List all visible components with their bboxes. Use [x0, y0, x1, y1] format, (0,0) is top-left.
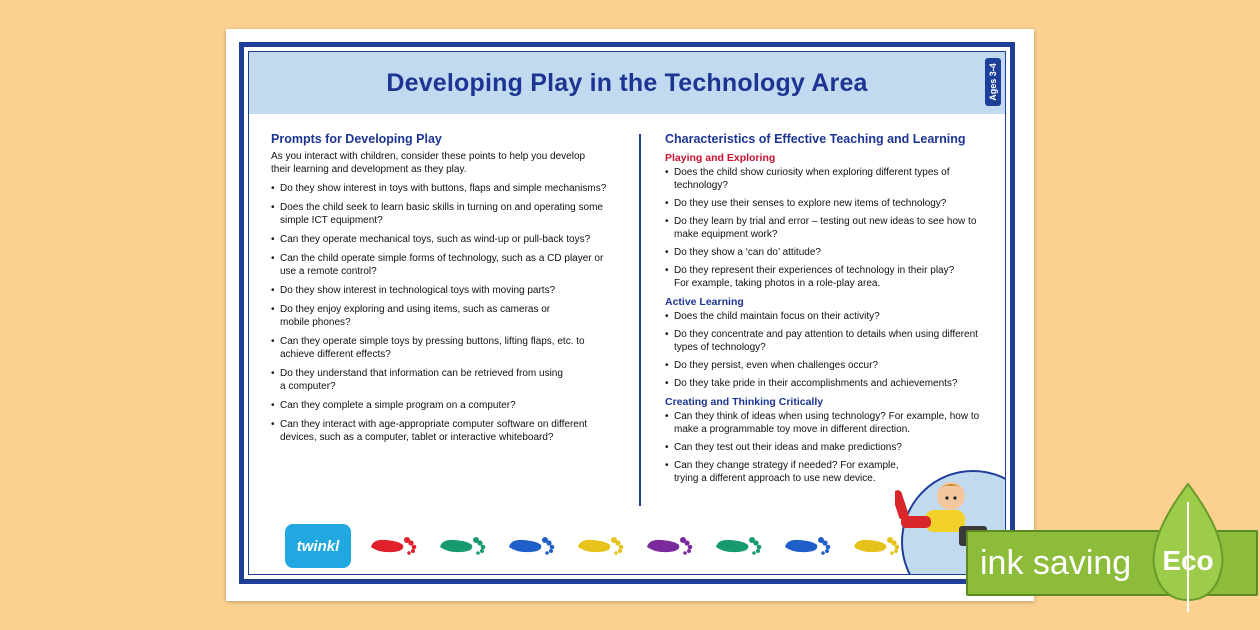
- list-item-line: Can they change strategy if needed? For example,: [674, 460, 899, 471]
- section-heading: Creating and Thinking Critically: [665, 396, 824, 408]
- list-item-line: achieve different effects?: [280, 349, 391, 360]
- list-item-line: Does the child show curiosity when exploring different types of: [674, 167, 950, 178]
- footprint-icon: [576, 535, 626, 557]
- list-item: [271, 367, 627, 393]
- list-item: [271, 284, 627, 297]
- prompts-list: [271, 182, 627, 444]
- ink-saving-label: ink saving: [980, 544, 1132, 582]
- list-item: [665, 215, 1005, 241]
- list-item: [665, 328, 1005, 354]
- list-item: [271, 201, 627, 227]
- section-list: [665, 310, 1005, 390]
- list-item: [665, 359, 1005, 372]
- list-item-line: mobile phones?: [280, 317, 351, 328]
- list-item-line: Can they complete a simple program on a computer?: [280, 400, 516, 411]
- list-item-line: use a remote control?: [280, 266, 377, 277]
- section-heading: Playing and Exploring: [665, 152, 776, 164]
- prompts-intro-line: their learning and development as they play.: [271, 164, 467, 175]
- list-item-line: Do they show interest in toys with buttons, flaps and simple mechanisms?: [280, 183, 607, 194]
- list-item: [665, 264, 1005, 290]
- list-item-line: types of technology?: [674, 342, 766, 353]
- list-item-line: a computer?: [280, 381, 336, 392]
- list-item: [271, 418, 627, 444]
- list-item: [271, 252, 627, 278]
- list-item-line: Do they represent their experiences of technology in their play?: [674, 265, 955, 276]
- list-item-line: simple ICT equipment?: [280, 215, 383, 226]
- ages-badge: [985, 58, 1001, 106]
- footprint-icon: [714, 535, 764, 557]
- footprints-row: [369, 535, 902, 557]
- list-item: [271, 399, 627, 412]
- prompts-column: [271, 132, 627, 450]
- list-item-line: make equipment work?: [674, 229, 778, 240]
- list-item-line: technology?: [674, 180, 728, 191]
- list-item-line: Do they show a ‘can do’ attitude?: [674, 247, 821, 258]
- list-item-line: Do they use their senses to explore new items of technology?: [674, 198, 947, 209]
- list-item-line: devices, such as a computer, tablet or interactive whiteboard?: [280, 432, 554, 443]
- list-item: [665, 166, 1005, 192]
- section-list: [665, 166, 1005, 290]
- list-item-line: Can they operate simple toys by pressing buttons, lifting flaps, etc. to: [280, 336, 585, 347]
- list-item-line: Do they learn by trial and error – testing out new ideas to see how to: [674, 216, 977, 227]
- worksheet-page: [226, 29, 1034, 601]
- list-item-line: make a programmable toy move in different direction.: [674, 424, 911, 435]
- worksheet-inner: [248, 51, 1006, 575]
- list-item-line: Do they persist, even when challenges occur?: [674, 360, 879, 371]
- list-item: [665, 310, 1005, 323]
- prompts-heading: Prompts for Developing Play: [271, 132, 442, 146]
- list-item-line: Does the child seek to learn basic skills in turning on and operating some: [280, 202, 603, 213]
- list-item: [271, 182, 627, 195]
- footprint-icon: [783, 535, 833, 557]
- ages-badge-label: Ages 3-4: [988, 63, 998, 101]
- footprint-icon: [852, 535, 902, 557]
- list-item: [665, 246, 1005, 259]
- list-item-line: Can they test out their ideas and make predictions?: [674, 442, 902, 453]
- prompts-intro: [271, 150, 627, 176]
- footprint-icon: [369, 535, 419, 557]
- footprint-icon: [438, 535, 488, 557]
- list-item: [271, 335, 627, 361]
- list-item-line: Do they take pride in their accomplishments and achievements?: [674, 378, 958, 389]
- footprint-icon: [645, 535, 695, 557]
- list-item: [271, 303, 627, 329]
- list-item-line: Do they concentrate and pay attention to details when using different: [674, 329, 978, 340]
- list-item: [271, 233, 627, 246]
- page-title: Developing Play in the Technology Area: [386, 68, 868, 97]
- column-divider: [639, 134, 641, 506]
- prompts-intro-line: As you interact with children, consider these points to help you develop: [271, 151, 586, 162]
- list-item-line: Does the child maintain focus on their activity?: [674, 311, 880, 322]
- list-item-line: Can they interact with age-appropriate computer software on different: [280, 419, 588, 430]
- list-item: [665, 410, 1005, 436]
- list-item: [665, 441, 1005, 454]
- eco-leaf-icon: [1148, 482, 1228, 614]
- list-item-line: Do they show interest in technological toys with moving parts?: [280, 285, 556, 296]
- footprint-icon: [507, 535, 557, 557]
- characteristics-heading: Characteristics of Effective Teaching and Learning: [665, 132, 966, 146]
- worksheet-frame: [239, 42, 1015, 584]
- list-item-line: Can they think of ideas when using technology? For example, how to: [674, 411, 980, 422]
- footer-strip: [285, 524, 902, 568]
- twinkl-logo: twinkl: [285, 524, 351, 568]
- list-item-line: Do they enjoy exploring and using items, such as cameras or: [280, 304, 551, 315]
- list-item-line: Can they operate mechanical toys, such as wind-up or pull-back toys?: [280, 234, 591, 245]
- list-item: [665, 377, 1005, 390]
- list-item: [665, 197, 1005, 210]
- section-heading: Active Learning: [665, 296, 744, 308]
- eco-leaf-label: Eco: [1162, 545, 1214, 576]
- list-item-line: trying a different approach to use new device.: [674, 473, 876, 484]
- list-item-line: For example, taking photos in a role-play area.: [674, 278, 881, 289]
- list-item-line: Do they understand that information can be retrieved from using: [280, 368, 563, 379]
- title-banner: [249, 52, 1005, 114]
- characteristics-column: [665, 132, 1005, 490]
- list-item-line: Can the child operate simple forms of technology, such as a CD player or: [280, 253, 604, 264]
